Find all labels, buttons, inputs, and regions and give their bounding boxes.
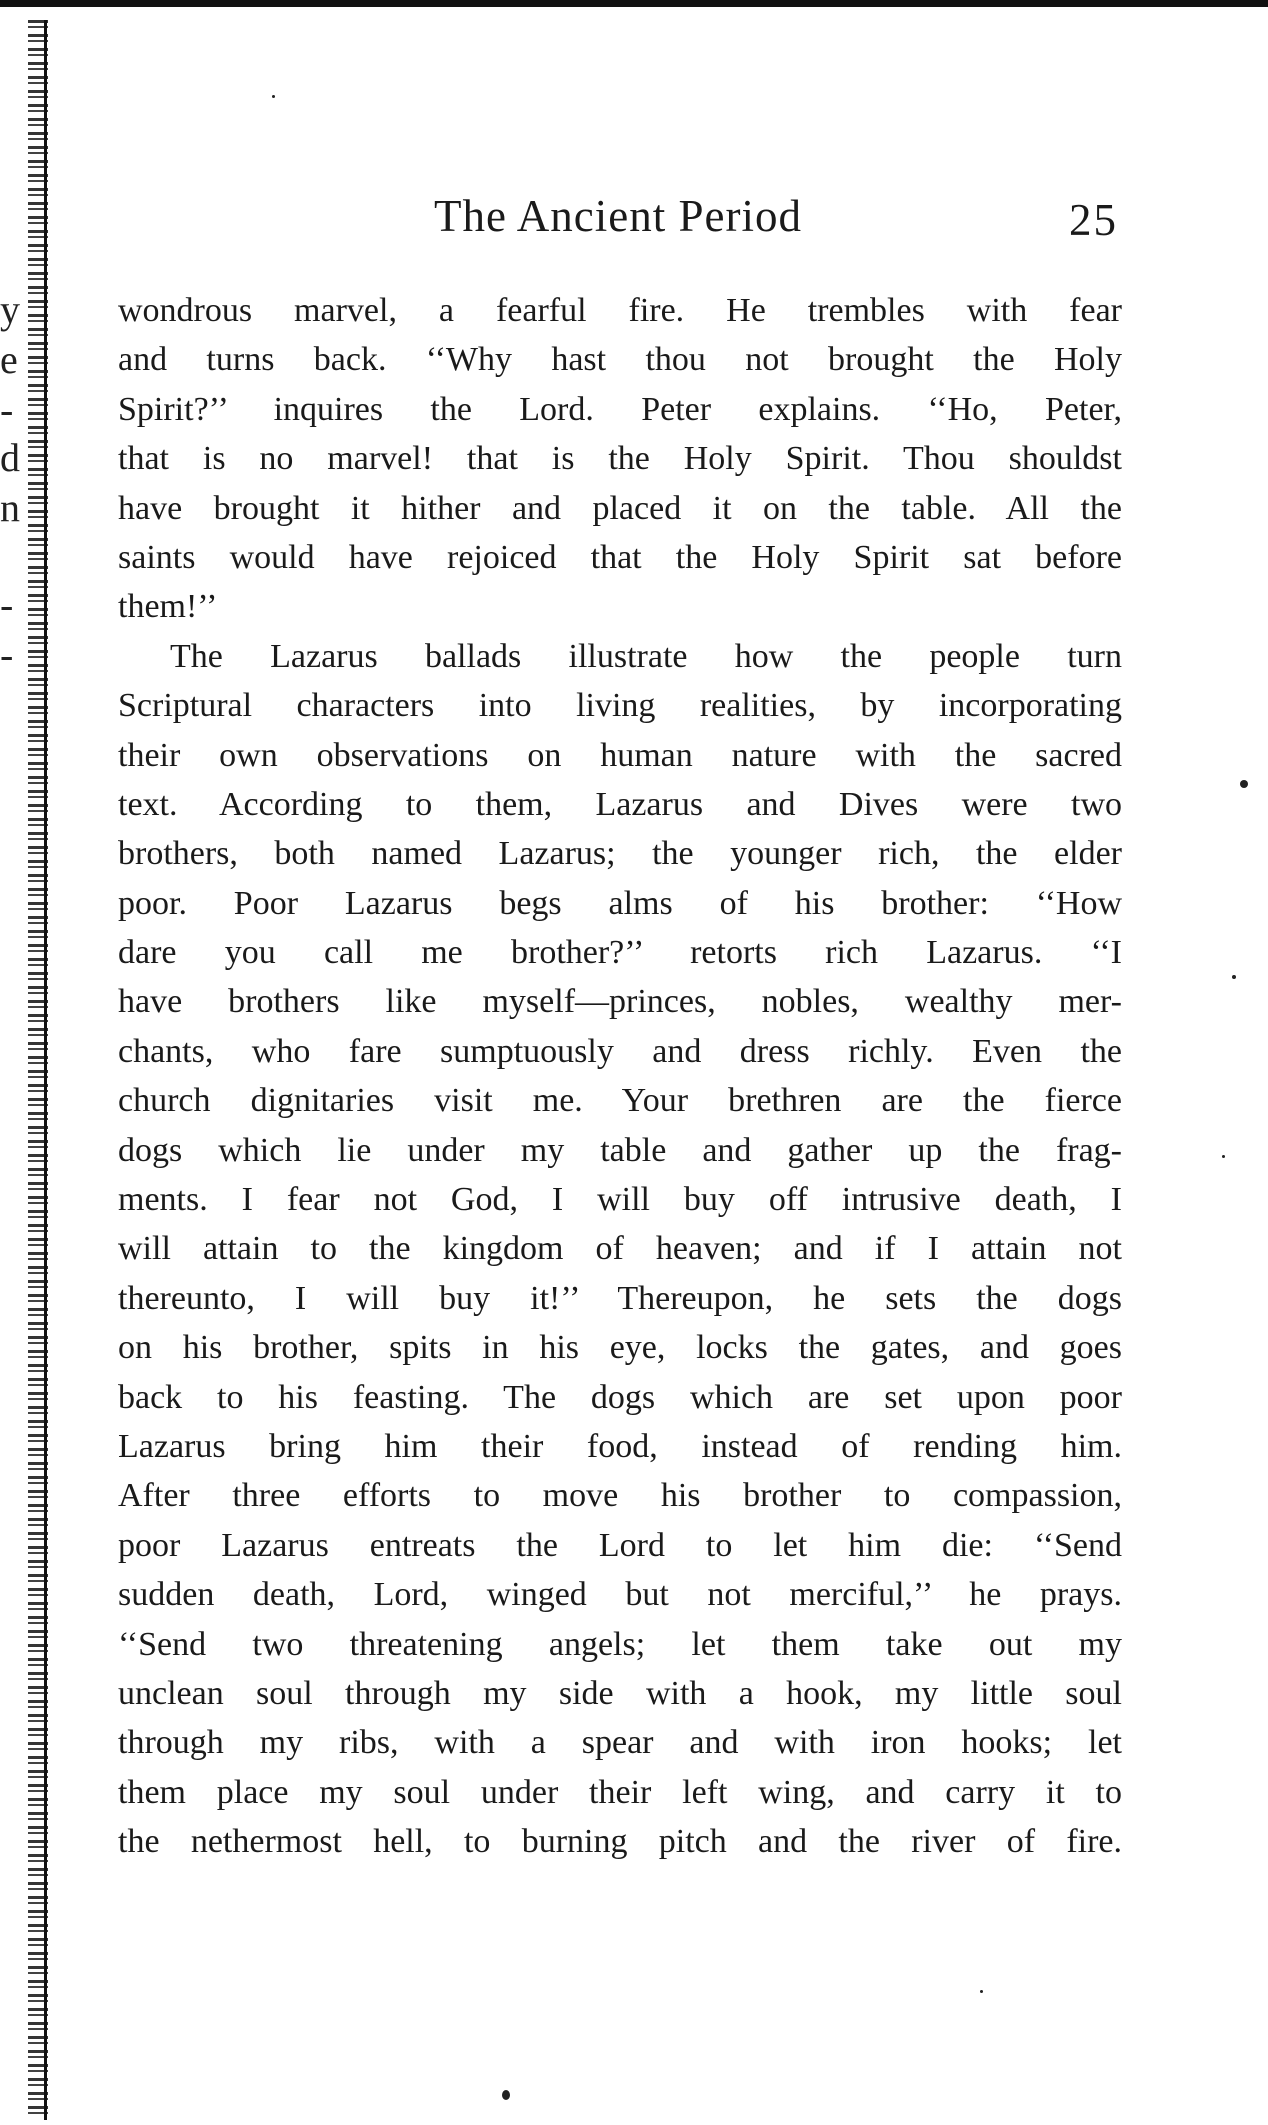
text-line: sudden death, Lord, winged but not merciful,’’ he prays. [118, 1576, 1122, 1614]
margin-bleed-letter: e [0, 337, 18, 382]
text-line: saints would have rejoiced that the Holy Spirit sat before [118, 538, 1122, 576]
text-line: brothers, both named Lazarus; the younger rich, the elder [118, 835, 1122, 873]
text-line: them!’’ [118, 588, 218, 626]
page-header [118, 190, 1118, 250]
text-line: have brothers like myself—princes, nobles, wealthy mer- [118, 983, 1122, 1021]
text-line: will attain to the kingdom of heaven; and if I attain not [118, 1230, 1122, 1268]
text-line: chants, who fare sumptuously and dress richly. Even the [118, 1032, 1122, 1070]
text-line: back to his feasting. The dogs which are set upon poor [118, 1378, 1122, 1416]
margin-bleed-letter: n [0, 485, 20, 530]
text-line: After three efforts to move his brother to compassion, [118, 1477, 1122, 1515]
text-line: dare you call me brother?’’ retorts rich Lazarus. ‘‘I [118, 934, 1122, 972]
text-line: wondrous marvel, a fearful fire. He trembles with fear [118, 292, 1122, 329]
text-line: thereunto, I will buy it!’’ Thereupon, he sets the dogs [118, 1279, 1122, 1317]
text-line: poor Lazarus entreats the Lord to let him die: ‘‘Send [118, 1526, 1122, 1564]
text-line: church dignitaries visit me. Your brethren are the fierce [118, 1082, 1122, 1120]
text-line: Scriptural characters into living realities, by incorporating [118, 687, 1122, 725]
text-line: poor. Poor Lazarus begs alms of his brother: ‘‘How [118, 884, 1122, 922]
paragraph-2 [118, 632, 1122, 1867]
scan-speck [1222, 1155, 1225, 1158]
text-line: ‘‘Send two threatening angels; let them take out my [118, 1625, 1122, 1663]
text-line: Lazarus bring him their food, instead of rending him. [118, 1427, 1122, 1465]
margin-bleed-letter: - [0, 582, 14, 627]
margin-bleed-letter: y [0, 287, 20, 332]
scan-speck [1232, 975, 1236, 979]
text-line: that is no marvel! that is the Holy Spirit. Thou shouldst [118, 440, 1122, 478]
text-line: text. According to them, Lazarus and Dives were two [118, 785, 1122, 823]
margin-bleed-letter: - [0, 387, 14, 432]
page-number: 25 [1069, 195, 1118, 245]
text-line: their own observations on human nature with the sacred [118, 736, 1122, 774]
paragraph-1 [118, 286, 1122, 632]
body-text [118, 286, 1122, 1867]
text-line: them place my soul under their left wing, and carry it to [118, 1773, 1122, 1811]
text-line: Spirit?’’ inquires the Lord. Peter explains. ‘‘Ho, Peter, [118, 390, 1122, 428]
margin-bleed-letter: - [0, 632, 14, 677]
page-top-edge [0, 0, 1268, 7]
text-line: The Lazarus ballads illustrate how the people turn [170, 637, 1122, 675]
text-line: the nethermost hell, to burning pitch and the river of fire. [118, 1823, 1122, 1861]
scan-speck [272, 95, 275, 98]
scan-speck [980, 1990, 983, 1993]
binding-edge-line [44, 20, 47, 2120]
text-line: and turns back. ‘‘Why hast thou not brought the Holy [118, 341, 1122, 379]
text-line: on his brother, spits in his eye, locks the gates, and goes [118, 1329, 1122, 1367]
text-line: unclean soul through my side with a hook, my little soul [118, 1674, 1122, 1712]
scan-speck [502, 2090, 510, 2100]
text-line: ments. I fear not God, I will buy off intrusive death, I [118, 1181, 1122, 1219]
running-title: The Ancient Period [434, 191, 802, 241]
margin-bleed-letter: d [0, 435, 20, 480]
text-line: have brought it hither and placed it on the table. All the [118, 489, 1122, 527]
text-line: dogs which lie under my table and gather up the frag- [118, 1131, 1122, 1169]
text-line: through my ribs, with a spear and with iron hooks; let [118, 1724, 1122, 1762]
scan-speck [1240, 780, 1248, 788]
